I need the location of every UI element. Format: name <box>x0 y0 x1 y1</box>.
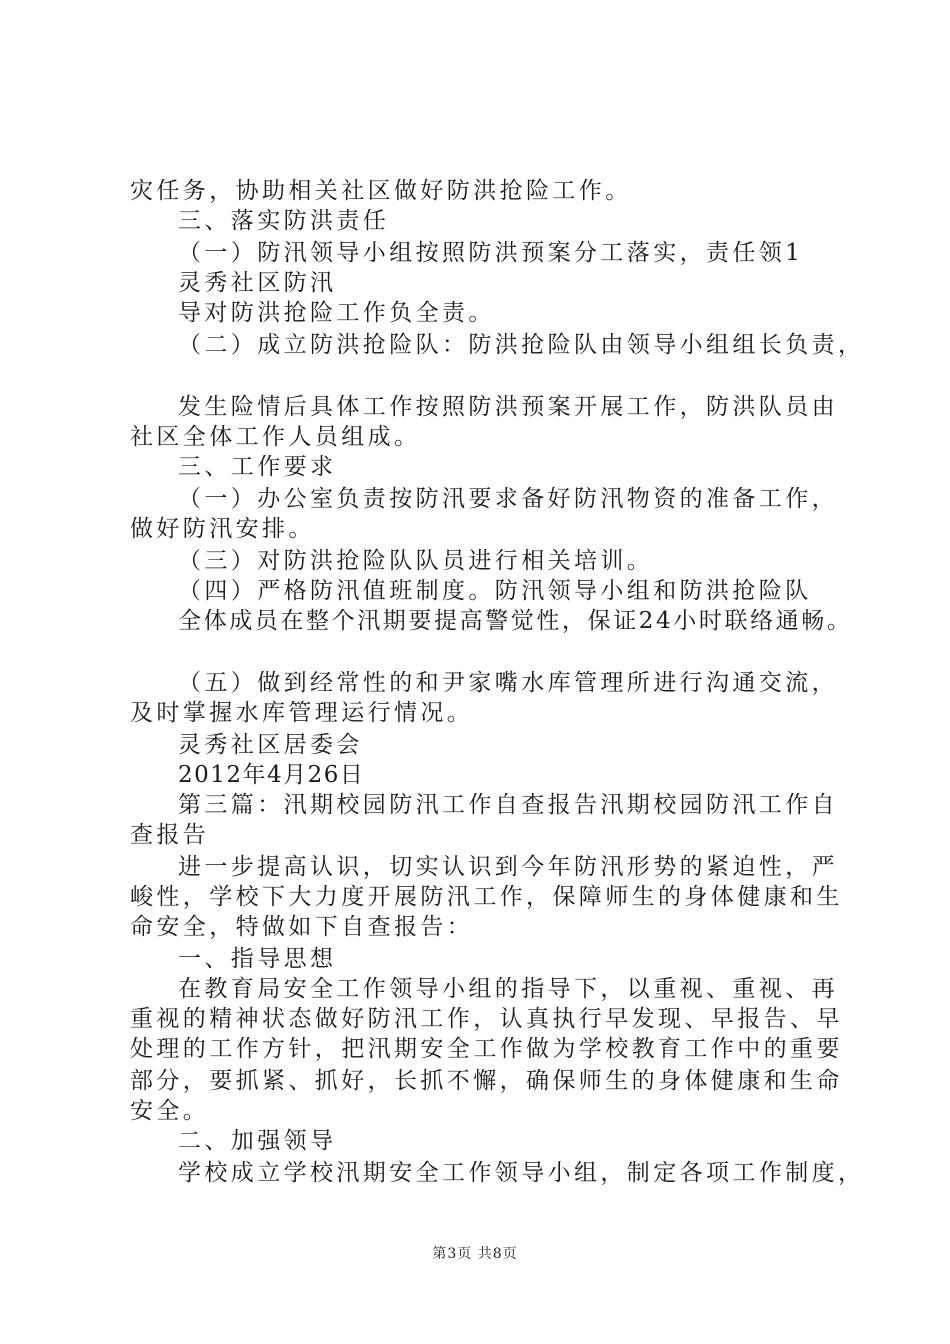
signature-org: 灵秀社区居委会 <box>178 732 363 758</box>
text-line: （五）做到经常性的和尹家嘴水库管理所进行沟通交流， <box>178 670 838 696</box>
section-heading: 一、指导思想 <box>178 946 337 972</box>
text-line: 进一步提高认识，切实认识到今年防汛形势的紧迫性，严 <box>178 854 838 880</box>
section-heading: 二、加强领导 <box>178 1128 337 1154</box>
page-footer: 第3页 共8页 <box>432 1246 518 1262</box>
text-line: 及时掌握水库管理运行情况。 <box>130 700 474 726</box>
text-line: 命安全，特做如下自查报告： <box>130 914 474 940</box>
text-line: 灾任务，协助相关社区做好防洪抢险工作。 <box>130 178 632 204</box>
text-line: 峻性，学校下大力度开展防汛工作，保障师生的身体健康和生 <box>130 884 843 910</box>
text-line: 重视的精神状态做好防汛工作，认真执行早发现、早报告、早 <box>130 1006 843 1032</box>
section-heading: 三、落实防洪责任 <box>178 208 390 234</box>
text-line: 处理的工作方针，把汛期安全工作做为学校教育工作中的重要 <box>130 1036 843 1062</box>
text-line: 全体成员在整个汛期要提高警觉性，保证24小时联络通畅。 <box>178 608 853 634</box>
text-line: 做好防汛安排。 <box>130 516 315 542</box>
text-line: （二）成立防洪抢险队：防洪抢险队由领导小组组长负责， <box>178 332 865 358</box>
text-line: 发生险情后具体工作按照防洪预案开展工作，防洪队员由 <box>178 394 838 420</box>
text-line: 灵秀社区防汛 <box>178 270 337 296</box>
text-line: 学校成立学校汛期安全工作领导小组，制定各项工作制度， <box>178 1160 865 1186</box>
text-line: 导对防洪抢险工作负全责。 <box>178 300 495 326</box>
text-line: （一）办公室负责按防汛要求备好防汛物资的准备工作， <box>178 486 838 512</box>
chapter-title-cont: 查报告 <box>130 822 210 848</box>
chapter-title: 第三篇：汛期校园防汛工作自查报告汛期校园防汛工作自 <box>178 792 838 818</box>
signature-date: 2012年4月26日 <box>178 762 365 788</box>
text-line: 部分，要抓紧、抓好，长抓不懈，确保师生的身体健康和生命 <box>130 1068 843 1094</box>
text-line: 社区全体工作人员组成。 <box>130 424 421 450</box>
text-line: 安全。 <box>130 1098 210 1124</box>
section-heading: 三、工作要求 <box>178 454 337 480</box>
text-line: （三）对防洪抢险队队员进行相关培训。 <box>178 548 654 574</box>
text-line: （四）严格防汛值班制度。防汛领导小组和防洪抢险队 <box>178 578 812 604</box>
text-line: 在教育局安全工作领导小组的指导下，以重视、重视、再 <box>178 976 838 1002</box>
text-line: （一）防汛领导小组按照防洪预案分工落实，责任领1 <box>178 240 804 266</box>
